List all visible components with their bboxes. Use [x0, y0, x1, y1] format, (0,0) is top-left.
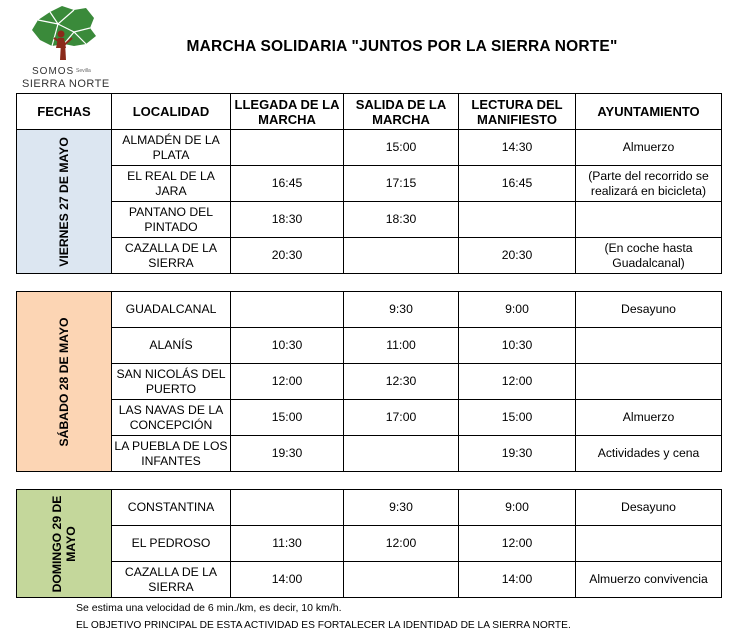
cell-ayuntamiento	[576, 526, 722, 562]
logo-somos: SOMOS	[32, 66, 75, 77]
table-row	[17, 562, 722, 598]
cell-llegada	[231, 130, 344, 166]
col-llegada: LLEGADA DE LA MARCHA	[231, 94, 344, 130]
col-fechas: FECHAS	[17, 94, 112, 130]
cell-salida: 9:30	[344, 292, 459, 328]
table-row	[17, 202, 722, 238]
cell-llegada: 14:00	[231, 562, 344, 598]
cell-llegada: 19:30	[231, 436, 344, 472]
cell-localidad: ALANÍS	[112, 328, 231, 364]
cell-lectura: 10:30	[459, 328, 576, 364]
speed-note: Se estima una velocidad de 6 min./km, es decir, 10 km/h.	[76, 602, 342, 614]
cell-llegada: 18:30	[231, 202, 344, 238]
page-title: MARCHA SOLIDARIA "JUNTOS POR LA SIERRA NORTE"	[186, 38, 618, 55]
day-label: DOMINGO 29 DE MAYO	[50, 495, 78, 592]
cell-ayuntamiento: Desayuno	[576, 292, 722, 328]
logo	[18, 4, 110, 92]
cell-llegada	[231, 490, 344, 526]
table-row	[17, 364, 722, 400]
objective-note: EL OBJETIVO PRINCIPAL DE ESTA ACTIVIDAD ES FORTALECER LA IDENTIDAD DE LA SIERRA NORTE.	[76, 620, 571, 631]
tree-map-icon	[28, 4, 98, 66]
cell-lectura: 14:30	[459, 130, 576, 166]
cell-lectura: 19:30	[459, 436, 576, 472]
cell-salida: 9:30	[344, 490, 459, 526]
cell-ayuntamiento: Actividades y cena	[576, 436, 722, 472]
cell-llegada: 12:00	[231, 364, 344, 400]
col-ayuntamiento: AYUNTAMIENTO	[576, 94, 722, 130]
cell-ayuntamiento	[576, 364, 722, 400]
cell-ayuntamiento: Almuerzo convivencia	[576, 562, 722, 598]
day-cell-domingo	[17, 490, 112, 598]
cell-lectura: 12:00	[459, 364, 576, 400]
cell-llegada: 10:30	[231, 328, 344, 364]
table-row	[17, 436, 722, 472]
table-row	[17, 328, 722, 364]
cell-localidad: SAN NICOLÁS DEL PUERTO	[112, 364, 231, 400]
col-salida: SALIDA DE LA MARCHA	[344, 94, 459, 130]
logo-sierra: SIERRA NORTE	[22, 78, 110, 90]
logo-sevilla: Sevilla	[76, 68, 91, 74]
table-row	[17, 292, 722, 328]
cell-salida	[344, 238, 459, 274]
cell-llegada: 15:00	[231, 400, 344, 436]
cell-ayuntamiento: Almuerzo	[576, 400, 722, 436]
cell-salida: 17:15	[344, 166, 459, 202]
cell-lectura: 12:00	[459, 526, 576, 562]
viernes-table	[16, 129, 722, 274]
day-label: VIERNES 27 DE MAYO	[57, 136, 71, 267]
cell-localidad: EL REAL DE LA JARA	[112, 166, 231, 202]
table-row	[17, 526, 722, 562]
cell-lectura: 15:00	[459, 400, 576, 436]
day-cell-sabado	[17, 292, 112, 472]
cell-salida	[344, 436, 459, 472]
col-localidad: LOCALIDAD	[112, 94, 231, 130]
cell-localidad: CAZALLA DE LA SIERRA	[112, 238, 231, 274]
cell-salida	[344, 562, 459, 598]
cell-salida: 18:30	[344, 202, 459, 238]
cell-lectura: 16:45	[459, 166, 576, 202]
cell-llegada	[231, 292, 344, 328]
cell-ayuntamiento: Almuerzo	[576, 130, 722, 166]
cell-ayuntamiento	[576, 202, 722, 238]
cell-ayuntamiento: (En coche hasta Guadalcanal)	[576, 238, 722, 274]
cell-lectura: 9:00	[459, 292, 576, 328]
day-cell-viernes	[17, 130, 112, 274]
cell-localidad: PANTANO DEL PINTADO	[112, 202, 231, 238]
cell-localidad: EL PEDROSO	[112, 526, 231, 562]
cell-ayuntamiento: (Parte del recorrido se realizará en bicicleta)	[576, 166, 722, 202]
table-row	[17, 238, 722, 274]
cell-llegada: 20:30	[231, 238, 344, 274]
cell-localidad: LAS NAVAS DE LA CONCEPCIÓN	[112, 400, 231, 436]
cell-ayuntamiento	[576, 328, 722, 364]
cell-salida: 15:00	[344, 130, 459, 166]
cell-lectura: 9:00	[459, 490, 576, 526]
cell-lectura	[459, 202, 576, 238]
cell-salida: 12:00	[344, 526, 459, 562]
cell-salida: 17:00	[344, 400, 459, 436]
cell-ayuntamiento: Desayuno	[576, 490, 722, 526]
cell-lectura: 20:30	[459, 238, 576, 274]
cell-lectura: 14:00	[459, 562, 576, 598]
table-row	[17, 400, 722, 436]
cell-localidad: ALMADÉN DE LA PLATA	[112, 130, 231, 166]
cell-salida: 12:30	[344, 364, 459, 400]
table-row	[17, 130, 722, 166]
cell-localidad: CONSTANTINA	[112, 490, 231, 526]
table-row	[17, 490, 722, 526]
domingo-table	[16, 489, 722, 598]
cell-llegada: 11:30	[231, 526, 344, 562]
table-row	[17, 166, 722, 202]
cell-localidad: LA PUEBLA DE LOS INFANTES	[112, 436, 231, 472]
sabado-table	[16, 291, 722, 472]
col-lectura: LECTURA DEL MANIFIESTO	[459, 94, 576, 130]
cell-llegada: 16:45	[231, 166, 344, 202]
cell-salida: 11:00	[344, 328, 459, 364]
cell-localidad: CAZALLA DE LA SIERRA	[112, 562, 231, 598]
cell-localidad: GUADALCANAL	[112, 292, 231, 328]
day-label: SÁBADO 28 DE MAYO	[57, 317, 71, 446]
header-row-table	[16, 93, 722, 130]
